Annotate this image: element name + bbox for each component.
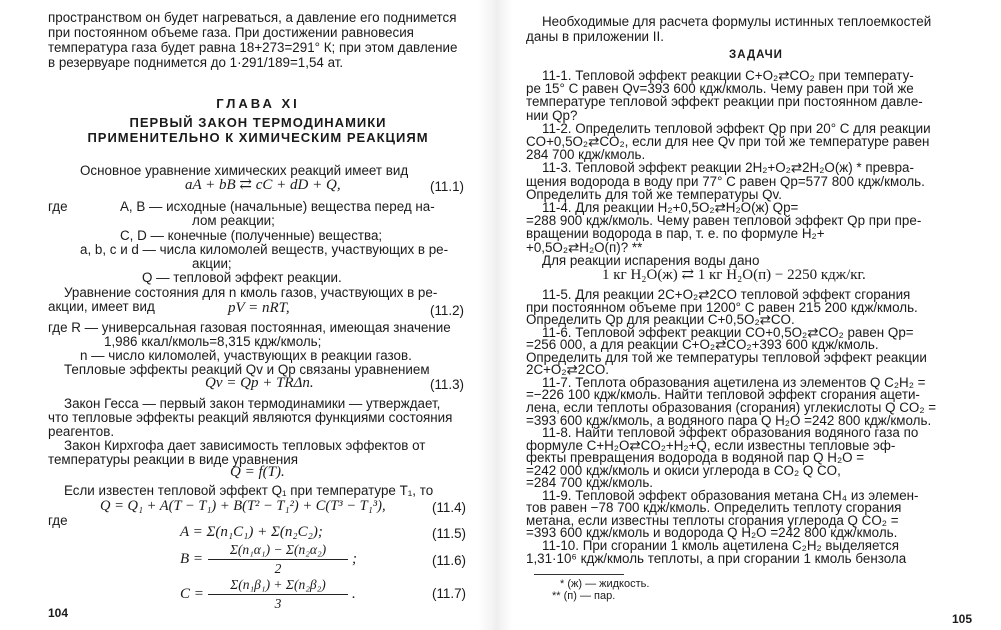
equation-vaporization: 1 кг H₂O(ж) ⇄ 1 кг H₂O(п) − 2250 кдж/кг.	[602, 267, 866, 283]
problem-line: Определить для той же температуры Qv.	[526, 186, 782, 202]
equation-11-7-lhs: C =	[180, 586, 204, 602]
problem-line: щения водорода в воду при 77° C равен Qp=577 800 кдж/кмоль.	[526, 173, 925, 189]
page-number-left: 104	[48, 606, 69, 620]
problem-line: 11-5. Для реакции 2C+O₂⇄2CO тепловой эффект сгорания	[542, 287, 911, 302]
equation-11-7-numerator: Σ(n₁β₁) + Σ(n₂β₂)	[208, 577, 348, 595]
problem-line: формуле C+H₂O⇄CO₂+H₂+Q, если известны тепловые эф-	[526, 437, 896, 453]
equation-q-function: Q = f(T).	[230, 464, 285, 480]
equation-number-11-7: (11.7)	[432, 586, 466, 601]
problem-line: Для реакции испарения воды дано	[542, 252, 760, 268]
definition-reactants-1: A, B — исходные (начальные) вещества перед на-	[120, 199, 435, 214]
where-label-2: где	[48, 513, 68, 528]
where-label-1: где	[48, 199, 68, 214]
equation-11-6-denominator: 2	[274, 561, 282, 576]
footnote-vapor: ** (п) — пар.	[552, 590, 616, 602]
equation-11-6-numerator: Σ(n₁α₁) − Σ(n₂α₂)	[208, 542, 348, 560]
paragraph-heat-effects: Тепловые эффекты реакций Qv и Qp связаны уравнением	[64, 362, 430, 377]
problem-line: нии Qp?	[526, 107, 578, 123]
intro-line-3: температура газа будет равна 18+273=291° К; при этом давление	[48, 40, 458, 55]
problem-line: 11-9. Тепловой эффект образования метана CH₄ из элемен-	[542, 487, 919, 503]
problem-line: =288 900 кдж/кмоль. Чему равен тепловой эффект Qp при пре-	[526, 213, 922, 229]
paragraph-gas-constant-1: где R — универсальная газовая постоянная, имеющая значение	[48, 320, 451, 335]
problem-line: 11-3. Тепловой эффект реакции 2H₂+O₂⇄2H₂O(ж) * превра-	[542, 160, 914, 176]
equation-11-6-fraction	[208, 542, 348, 577]
paragraph-kirchhoff-1: Закон Кирхгофа дает зависимость тепловых эффектов от	[64, 438, 426, 453]
intro-line-4: в резервуаре поднимется до 1·291/189=1,54 ат.	[48, 55, 344, 70]
problem-line: при постоянном объеме при 1200° C равен 215 200 кдж/кмоль.	[526, 299, 918, 315]
equation-number-11-2: (11.2)	[430, 303, 464, 318]
definition-products: C, D — конечные (полученные) вещества;	[120, 228, 383, 243]
appendix-note-2: даны в приложении II.	[526, 29, 664, 44]
problem-line: метана, если известны теплоты сгорания углерода Q CO₂ =	[526, 512, 899, 528]
paragraph-basic-equation: Основное уравнение химических реакций имеет вид	[80, 163, 409, 178]
equation-11-7-denominator: 3	[274, 596, 282, 611]
equation-11-7-tail: .	[352, 586, 356, 602]
intro-line-1: пространством он будет нагреваться, а давление его поднимется	[48, 10, 457, 25]
problem-line: =256 000, а для реакции C+O₂⇄CO₂+393 600 кдж/кмоль.	[526, 337, 879, 353]
problem-line: CO+0,5O₂⇄CO₂, если для нее Qv при той же температуре равен	[526, 134, 930, 149]
equation-11-6-lhs: B =	[180, 551, 204, 567]
equation-11-4: Q = Q₁ + A(T − T₁) + B(T² − T₁²) + C(T³ − T₁³),	[100, 498, 386, 514]
paragraph-hess-1: Закон Гесса — первый закон термодинамики — утверждает,	[64, 396, 441, 411]
definition-coefficients-2: акции;	[192, 256, 232, 271]
chapter-title-line-2: ПРИМЕНИТЕЛЬНО К ХИМИЧЕСКИМ РЕАКЦИЯМ	[87, 130, 429, 145]
appendix-note-1: Необходимые для расчета формулы истинных теплоемкостей	[542, 14, 932, 29]
page-gutter	[478, 0, 512, 630]
problem-line: =393 600 кдж/кмоль, а водяного пара Q H₂O =242 800 кдж/кмоль.	[526, 412, 932, 428]
problem-line: тов равен −78 700 кдж/кмоль. Определить теплоту сгорания	[526, 500, 902, 516]
equation-11-1: aA + bB ⇄ cC + dD + Q,	[185, 177, 341, 193]
right-page	[512, 0, 1001, 630]
equation-number-11-1: (11.1)	[430, 179, 464, 194]
equation-11-6-tail: ;	[352, 551, 357, 567]
equation-number-11-4: (11.4)	[432, 500, 466, 515]
footnote-rule	[534, 574, 624, 575]
paragraph-gas-constant-2: 1,986 ккал/кмоль=8,315 кдж/кмоль;	[104, 334, 322, 349]
paragraph-hess-3: реагентов.	[48, 424, 115, 439]
problem-line: 11-7. Теплота образования ацетилена из элементов Q C₂H₂ =	[542, 374, 926, 390]
paragraph-kilomoles: n — число киломолей, участвующих в реакции газов.	[80, 348, 412, 363]
equation-11-2: pV = nRT,	[228, 300, 290, 316]
equation-number-11-6: (11.6)	[432, 553, 466, 568]
problem-line: 11-8. Найти тепловой эффект образования водяного газа по	[542, 425, 919, 441]
problem-line: =284 700 кдж/кмоль.	[526, 475, 654, 491]
problem-line: 11-6. Тепловой эффект реакции CO+0,5O₂⇄CO₂ равен Qp=	[542, 324, 914, 340]
intro-line-2: при постоянном объеме газа. При достижении равновесия	[48, 25, 414, 40]
problem-line: температуре тепловой эффект реакции при постоянном давле-	[526, 94, 923, 110]
problem-line: 1,31·10⁶ кдж/кмоль теплоты, а при сгорании 1 кмоль бензола	[526, 550, 907, 566]
problem-line: =−226 100 кдж/кмоль. Найти тепловой эффект сгорания ацети-	[526, 387, 920, 403]
problem-line: Определить Qp для реакции C+0,5O₂⇄CO.	[526, 312, 795, 328]
problem-line: Определить для той же температуры тепловой эффект реакции	[526, 349, 927, 365]
problem-line: 11-1. Тепловой эффект реакции C+O₂⇄CO₂ при температу-	[542, 68, 914, 83]
problem-line: +0,5O₂⇄H₂O(п)? **	[526, 239, 643, 255]
chapter-heading: ГЛАВА XI	[216, 96, 300, 111]
problem-line: =393 600 кдж/кмоль и водорода Q H₂O =242 800 кдж/кмоль.	[526, 525, 898, 541]
section-heading-problems: ЗАДАЧИ	[729, 49, 783, 61]
problem-line: фекты превращения водорода в водяной пар Q H₂O =	[526, 450, 865, 466]
paragraph-state-equation-1: Уравнение состояния для n кмоль газов, участвующих в ре-	[64, 285, 438, 300]
problem-line: =242 000 кдж/кмоль и окиси углерода в CO₂ Q CO,	[526, 462, 841, 478]
equation-11-7-fraction	[208, 577, 348, 612]
problem-line: 11-4. Для реакции H₂+0,5O₂⇄H₂O(ж) Qp=	[542, 200, 799, 215]
problem-line: 284 700 кдж/кмоль.	[526, 147, 646, 163]
left-page	[0, 0, 480, 630]
definition-reactants-2: лом реакции;	[192, 213, 275, 228]
equation-number-11-3: (11.3)	[430, 377, 464, 392]
paragraph-kirchhoff-2: температуры реакции в виде уравнения	[48, 452, 299, 467]
equation-11-3: Qv = Qp + TRΔn.	[205, 375, 314, 391]
paragraph-state-equation-2: акции, имеет вид	[48, 299, 155, 314]
equation-11-5: A = Σ(n₁C₁) + Σ(n₂C₂);	[180, 524, 323, 540]
paragraph-hess-2: что тепловые эффекты реакций являются функциями состояния	[48, 410, 453, 425]
problem-line: 11-10. При сгорании 1 кмоль ацетилена C₂H₂ выделяется	[542, 538, 899, 553]
chapter-title-line-1: ПЕРВЫЙ ЗАКОН ТЕРМОДИНАМИКИ	[129, 115, 387, 130]
paragraph-known-effect: Если известен тепловой эффект Q₁ при температуре T₁, то	[64, 483, 434, 498]
problem-line: 11-2. Определить тепловой эффект Qp при 20° C для реакции	[542, 120, 931, 136]
problem-line: 2C+O₂⇄2CO.	[526, 362, 610, 378]
equation-number-11-5: (11.5)	[432, 526, 466, 541]
definition-coefficients-1: a, b, c и d — числа киломолей веществ, участвующих в ре-	[80, 242, 449, 257]
problem-line: ре 15° C равен Qv=393 600 кдж/кмоль. Чему равен при той же	[526, 81, 914, 97]
footnote-liquid: * (ж) — жидкость.	[560, 578, 650, 590]
page-number-right: 105	[952, 612, 973, 626]
problem-line: лена, если теплоты образования (сгорания) углекислоты Q CO₂ =	[526, 399, 937, 415]
definition-heat-effect: Q — тепловой эффект реакции.	[142, 270, 342, 285]
problem-line: вращении водорода в пар, т. е. по формуле H₂+	[526, 226, 825, 242]
